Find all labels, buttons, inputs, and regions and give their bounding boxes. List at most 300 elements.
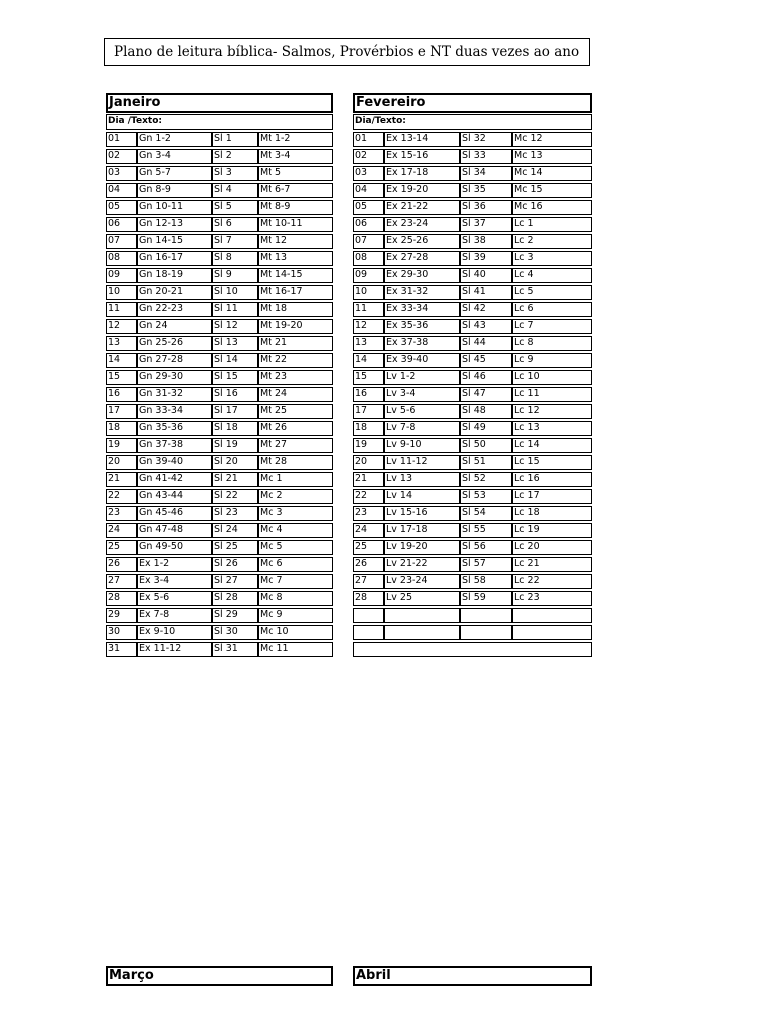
table-row [353, 574, 592, 589]
old-testament-cell: Ex 33-34 [384, 302, 460, 317]
psalm-cell: Sl 32 [460, 132, 512, 147]
page-title: Plano de leitura bíblica- Salmos, Provérbios e NT duas vezes ao ano [104, 38, 590, 66]
new-testament-cell: Lc 18 [512, 506, 592, 521]
table-row [106, 506, 333, 521]
new-testament-cell: Mc 15 [512, 183, 592, 198]
empty-cell [460, 608, 512, 623]
table-row [353, 404, 592, 419]
old-testament-cell: Gn 1-2 [137, 132, 212, 147]
new-testament-cell: Mc 12 [512, 132, 592, 147]
old-testament-cell: Gn 10-11 [137, 200, 212, 215]
table-row [353, 149, 592, 164]
new-testament-cell: Mt 1-2 [258, 132, 333, 147]
day-cell: 20 [353, 455, 384, 470]
psalm-cell: Sl 16 [212, 387, 258, 402]
old-testament-cell: Lv 21-22 [384, 557, 460, 572]
psalm-cell: Sl 41 [460, 285, 512, 300]
day-cell: 23 [106, 506, 137, 521]
new-testament-cell: Lc 13 [512, 421, 592, 436]
psalm-cell: Sl 35 [460, 183, 512, 198]
old-testament-cell: Lv 1-2 [384, 370, 460, 385]
old-testament-cell: Lv 25 [384, 591, 460, 606]
old-testament-cell: Ex 27-28 [384, 251, 460, 266]
month-header: Abril [353, 966, 592, 986]
new-testament-cell: Mt 5 [258, 166, 333, 181]
day-cell: 10 [353, 285, 384, 300]
new-testament-cell: Mc 8 [258, 591, 333, 606]
day-cell: 06 [353, 217, 384, 232]
table-row [106, 251, 333, 266]
new-testament-cell: Lc 9 [512, 353, 592, 368]
new-testament-cell: Lc 21 [512, 557, 592, 572]
day-cell: 04 [106, 183, 137, 198]
new-testament-cell: Lc 6 [512, 302, 592, 317]
day-cell: 09 [353, 268, 384, 283]
table-row [106, 200, 333, 215]
old-testament-cell: Gn 22-23 [137, 302, 212, 317]
old-testament-cell: Gn 27-28 [137, 353, 212, 368]
new-testament-cell: Lc 4 [512, 268, 592, 283]
psalm-cell: Sl 6 [212, 217, 258, 232]
day-cell: 16 [106, 387, 137, 402]
old-testament-cell: Lv 5-6 [384, 404, 460, 419]
new-testament-cell: Mc 11 [258, 642, 333, 657]
table-row [353, 523, 592, 538]
table-row [106, 336, 333, 351]
day-cell: 10 [106, 285, 137, 300]
old-testament-cell: Gn 5-7 [137, 166, 212, 181]
table-row [353, 421, 592, 436]
old-testament-cell: Gn 12-13 [137, 217, 212, 232]
old-testament-cell: Gn 41-42 [137, 472, 212, 487]
old-testament-cell: Ex 13-14 [384, 132, 460, 147]
table-row [353, 319, 592, 334]
day-cell: 14 [353, 353, 384, 368]
psalm-cell: Sl 56 [460, 540, 512, 555]
table-row [353, 387, 592, 402]
psalm-cell: Sl 11 [212, 302, 258, 317]
table-row [353, 217, 592, 232]
new-testament-cell: Lc 22 [512, 574, 592, 589]
day-cell: 25 [106, 540, 137, 555]
psalm-cell: Sl 3 [212, 166, 258, 181]
day-cell: 06 [106, 217, 137, 232]
psalm-cell: Sl 2 [212, 149, 258, 164]
psalm-cell: Sl 12 [212, 319, 258, 334]
day-cell: 07 [353, 234, 384, 249]
old-testament-cell: Gn 3-4 [137, 149, 212, 164]
empty-cell [353, 608, 384, 623]
old-testament-cell: Gn 20-21 [137, 285, 212, 300]
table-row [106, 285, 333, 300]
table-row [353, 608, 592, 623]
table-row [106, 608, 333, 623]
psalm-cell: Sl 1 [212, 132, 258, 147]
empty-cell [512, 608, 592, 623]
table-row [353, 506, 592, 521]
column-header: Dia/Texto: [353, 114, 592, 130]
old-testament-cell: Lv 17-18 [384, 523, 460, 538]
psalm-cell: Sl 33 [460, 149, 512, 164]
psalm-cell: Sl 4 [212, 183, 258, 198]
psalm-cell: Sl 13 [212, 336, 258, 351]
old-testament-cell: Ex 19-20 [384, 183, 460, 198]
psalm-cell: Sl 46 [460, 370, 512, 385]
table-row [106, 591, 333, 606]
day-cell: 23 [353, 506, 384, 521]
new-testament-cell: Mt 8-9 [258, 200, 333, 215]
day-cell: 22 [106, 489, 137, 504]
table-row [106, 353, 333, 368]
table-row [106, 472, 333, 487]
psalm-cell: Sl 23 [212, 506, 258, 521]
empty-cell [353, 625, 384, 640]
new-testament-cell: Lc 20 [512, 540, 592, 555]
new-testament-cell: Mt 13 [258, 251, 333, 266]
table-row [353, 285, 592, 300]
old-testament-cell: Gn 37-38 [137, 438, 212, 453]
table-row [353, 489, 592, 504]
old-testament-cell: Gn 8-9 [137, 183, 212, 198]
old-testament-cell: Lv 19-20 [384, 540, 460, 555]
table-row [353, 353, 592, 368]
old-testament-cell: Gn 45-46 [137, 506, 212, 521]
table-row [353, 336, 592, 351]
day-cell: 19 [353, 438, 384, 453]
table-row [353, 200, 592, 215]
old-testament-cell: Lv 11-12 [384, 455, 460, 470]
psalm-cell: Sl 21 [212, 472, 258, 487]
table-row [353, 472, 592, 487]
day-cell: 12 [106, 319, 137, 334]
psalm-cell: Sl 43 [460, 319, 512, 334]
table-row [106, 404, 333, 419]
new-testament-cell: Mt 19-20 [258, 319, 333, 334]
old-testament-cell: Gn 43-44 [137, 489, 212, 504]
new-testament-cell: Lc 14 [512, 438, 592, 453]
psalm-cell: Sl 15 [212, 370, 258, 385]
old-testament-cell: Ex 3-4 [137, 574, 212, 589]
psalm-cell: Sl 39 [460, 251, 512, 266]
day-cell: 11 [106, 302, 137, 317]
table-row [353, 540, 592, 555]
day-cell: 26 [106, 557, 137, 572]
psalm-cell: Sl 5 [212, 200, 258, 215]
new-testament-cell: Mt 26 [258, 421, 333, 436]
psalm-cell: Sl 40 [460, 268, 512, 283]
day-cell: 13 [353, 336, 384, 351]
psalm-cell: Sl 26 [212, 557, 258, 572]
table-row [106, 268, 333, 283]
day-cell: 03 [106, 166, 137, 181]
table-row [353, 234, 592, 249]
psalm-cell: Sl 47 [460, 387, 512, 402]
new-testament-cell: Lc 5 [512, 285, 592, 300]
old-testament-cell: Ex 5-6 [137, 591, 212, 606]
new-testament-cell: Lc 12 [512, 404, 592, 419]
table-row [106, 523, 333, 538]
day-cell: 12 [353, 319, 384, 334]
day-cell: 02 [353, 149, 384, 164]
psalm-cell: Sl 29 [212, 608, 258, 623]
day-cell: 05 [106, 200, 137, 215]
psalm-cell: Sl 59 [460, 591, 512, 606]
old-testament-cell: Ex 1-2 [137, 557, 212, 572]
old-testament-cell: Gn 33-34 [137, 404, 212, 419]
psalm-cell: Sl 19 [212, 438, 258, 453]
table-row [106, 217, 333, 232]
new-testament-cell: Mc 1 [258, 472, 333, 487]
new-testament-cell: Mt 21 [258, 336, 333, 351]
new-testament-cell: Mt 23 [258, 370, 333, 385]
table-row [106, 642, 333, 657]
day-cell: 05 [353, 200, 384, 215]
psalm-cell: Sl 7 [212, 234, 258, 249]
day-cell: 24 [353, 523, 384, 538]
day-cell: 14 [106, 353, 137, 368]
column-header: Dia /Texto: [106, 114, 333, 130]
table-row [106, 183, 333, 198]
new-testament-cell: Mt 25 [258, 404, 333, 419]
old-testament-cell: Lv 23-24 [384, 574, 460, 589]
table-row [353, 642, 592, 657]
old-testament-cell: Lv 14 [384, 489, 460, 504]
day-cell: 26 [353, 557, 384, 572]
day-cell: 13 [106, 336, 137, 351]
psalm-cell: Sl 30 [212, 625, 258, 640]
psalm-cell: Sl 24 [212, 523, 258, 538]
new-testament-cell: Mt 27 [258, 438, 333, 453]
new-testament-cell: Lc 10 [512, 370, 592, 385]
old-testament-cell: Ex 29-30 [384, 268, 460, 283]
new-testament-cell: Mt 28 [258, 455, 333, 470]
new-testament-cell: Mt 14-15 [258, 268, 333, 283]
table-row [353, 438, 592, 453]
old-testament-cell: Ex 21-22 [384, 200, 460, 215]
new-testament-cell: Mt 22 [258, 353, 333, 368]
empty-cell [384, 608, 460, 623]
day-cell: 01 [353, 132, 384, 147]
psalm-cell: Sl 38 [460, 234, 512, 249]
psalm-cell: Sl 9 [212, 268, 258, 283]
new-testament-cell: Lc 3 [512, 251, 592, 266]
new-testament-cell: Mt 3-4 [258, 149, 333, 164]
new-testament-cell: Mt 16-17 [258, 285, 333, 300]
new-testament-cell: Mc 5 [258, 540, 333, 555]
table-row [353, 625, 592, 640]
table-row [106, 574, 333, 589]
new-testament-cell: Mt 6-7 [258, 183, 333, 198]
psalm-cell: Sl 42 [460, 302, 512, 317]
month-header: Fevereiro [353, 93, 592, 113]
old-testament-cell: Lv 9-10 [384, 438, 460, 453]
old-testament-cell: Ex 35-36 [384, 319, 460, 334]
table-row [106, 540, 333, 555]
day-cell: 17 [106, 404, 137, 419]
new-testament-cell: Lc 8 [512, 336, 592, 351]
old-testament-cell: Gn 35-36 [137, 421, 212, 436]
old-testament-cell: Gn 24 [137, 319, 212, 334]
old-testament-cell: Gn 29-30 [137, 370, 212, 385]
table-row [353, 132, 592, 147]
new-testament-cell: Mt 12 [258, 234, 333, 249]
day-cell: 18 [353, 421, 384, 436]
new-testament-cell: Mc 4 [258, 523, 333, 538]
table-row [353, 166, 592, 181]
table-row [106, 455, 333, 470]
table-row [106, 302, 333, 317]
psalm-cell: Sl 22 [212, 489, 258, 504]
new-testament-cell: Mc 14 [512, 166, 592, 181]
day-cell: 04 [353, 183, 384, 198]
table-row [353, 591, 592, 606]
table-row [353, 183, 592, 198]
day-cell: 29 [106, 608, 137, 623]
old-testament-cell: Ex 37-38 [384, 336, 460, 351]
psalm-cell: Sl 31 [212, 642, 258, 657]
new-testament-cell: Lc 1 [512, 217, 592, 232]
new-testament-cell: Mc 10 [258, 625, 333, 640]
new-testament-cell: Lc 15 [512, 455, 592, 470]
day-cell: 27 [353, 574, 384, 589]
month-header: Janeiro [106, 93, 333, 113]
day-cell: 15 [106, 370, 137, 385]
old-testament-cell: Ex 9-10 [137, 625, 212, 640]
table-row [106, 319, 333, 334]
day-cell: 20 [106, 455, 137, 470]
day-cell: 28 [106, 591, 137, 606]
new-testament-cell: Mc 9 [258, 608, 333, 623]
empty-cell [512, 625, 592, 640]
empty-cell [460, 625, 512, 640]
old-testament-cell: Gn 25-26 [137, 336, 212, 351]
psalm-cell: Sl 25 [212, 540, 258, 555]
psalm-cell: Sl 28 [212, 591, 258, 606]
psalm-cell: Sl 17 [212, 404, 258, 419]
new-testament-cell: Mc 16 [512, 200, 592, 215]
empty-cell [353, 642, 592, 657]
new-testament-cell: Lc 19 [512, 523, 592, 538]
old-testament-cell: Gn 18-19 [137, 268, 212, 283]
table-row [106, 421, 333, 436]
psalm-cell: Sl 20 [212, 455, 258, 470]
psalm-cell: Sl 51 [460, 455, 512, 470]
new-testament-cell: Lc 16 [512, 472, 592, 487]
table-row [353, 557, 592, 572]
psalm-cell: Sl 54 [460, 506, 512, 521]
table-row [106, 489, 333, 504]
month-header: Março [106, 966, 333, 986]
table-row [353, 302, 592, 317]
table-row [353, 268, 592, 283]
psalm-cell: Sl 37 [460, 217, 512, 232]
psalm-cell: Sl 14 [212, 353, 258, 368]
old-testament-cell: Gn 39-40 [137, 455, 212, 470]
psalm-cell: Sl 50 [460, 438, 512, 453]
day-cell: 22 [353, 489, 384, 504]
day-cell: 21 [106, 472, 137, 487]
psalm-cell: Sl 49 [460, 421, 512, 436]
day-cell: 27 [106, 574, 137, 589]
old-testament-cell: Gn 14-15 [137, 234, 212, 249]
old-testament-cell: Ex 7-8 [137, 608, 212, 623]
new-testament-cell: Lc 2 [512, 234, 592, 249]
day-cell: 11 [353, 302, 384, 317]
day-cell: 09 [106, 268, 137, 283]
old-testament-cell: Ex 39-40 [384, 353, 460, 368]
table-row [106, 370, 333, 385]
new-testament-cell: Lc 23 [512, 591, 592, 606]
table-row [106, 234, 333, 249]
old-testament-cell: Lv 13 [384, 472, 460, 487]
psalm-cell: Sl 36 [460, 200, 512, 215]
new-testament-cell: Mt 10-11 [258, 217, 333, 232]
old-testament-cell: Ex 15-16 [384, 149, 460, 164]
day-cell: 31 [106, 642, 137, 657]
psalm-cell: Sl 44 [460, 336, 512, 351]
psalm-cell: Sl 10 [212, 285, 258, 300]
table-row [106, 166, 333, 181]
old-testament-cell: Lv 3-4 [384, 387, 460, 402]
empty-cell [384, 625, 460, 640]
psalm-cell: Sl 27 [212, 574, 258, 589]
psalm-cell: Sl 57 [460, 557, 512, 572]
new-testament-cell: Lc 17 [512, 489, 592, 504]
old-testament-cell: Gn 31-32 [137, 387, 212, 402]
old-testament-cell: Ex 23-24 [384, 217, 460, 232]
new-testament-cell: Lc 11 [512, 387, 592, 402]
new-testament-cell: Mc 13 [512, 149, 592, 164]
table-row [106, 132, 333, 147]
day-cell: 03 [353, 166, 384, 181]
table-row [353, 251, 592, 266]
old-testament-cell: Lv 15-16 [384, 506, 460, 521]
day-cell: 15 [353, 370, 384, 385]
psalm-cell: Sl 8 [212, 251, 258, 266]
day-cell: 21 [353, 472, 384, 487]
old-testament-cell: Ex 17-18 [384, 166, 460, 181]
old-testament-cell: Gn 49-50 [137, 540, 212, 555]
new-testament-cell: Mt 24 [258, 387, 333, 402]
psalm-cell: Sl 55 [460, 523, 512, 538]
day-cell: 16 [353, 387, 384, 402]
new-testament-cell: Mc 6 [258, 557, 333, 572]
old-testament-cell: Ex 25-26 [384, 234, 460, 249]
day-cell: 25 [353, 540, 384, 555]
old-testament-cell: Ex 11-12 [137, 642, 212, 657]
table-row [106, 625, 333, 640]
day-cell: 01 [106, 132, 137, 147]
table-row [353, 455, 592, 470]
new-testament-cell: Mc 7 [258, 574, 333, 589]
new-testament-cell: Lc 7 [512, 319, 592, 334]
psalm-cell: Sl 34 [460, 166, 512, 181]
table-row [106, 557, 333, 572]
old-testament-cell: Gn 47-48 [137, 523, 212, 538]
day-cell: 07 [106, 234, 137, 249]
old-testament-cell: Ex 31-32 [384, 285, 460, 300]
day-cell: 18 [106, 421, 137, 436]
table-row [353, 370, 592, 385]
new-testament-cell: Mc 3 [258, 506, 333, 521]
day-cell: 08 [353, 251, 384, 266]
day-cell: 17 [353, 404, 384, 419]
day-cell: 19 [106, 438, 137, 453]
day-cell: 28 [353, 591, 384, 606]
psalm-cell: Sl 48 [460, 404, 512, 419]
psalm-cell: Sl 58 [460, 574, 512, 589]
table-row [106, 387, 333, 402]
